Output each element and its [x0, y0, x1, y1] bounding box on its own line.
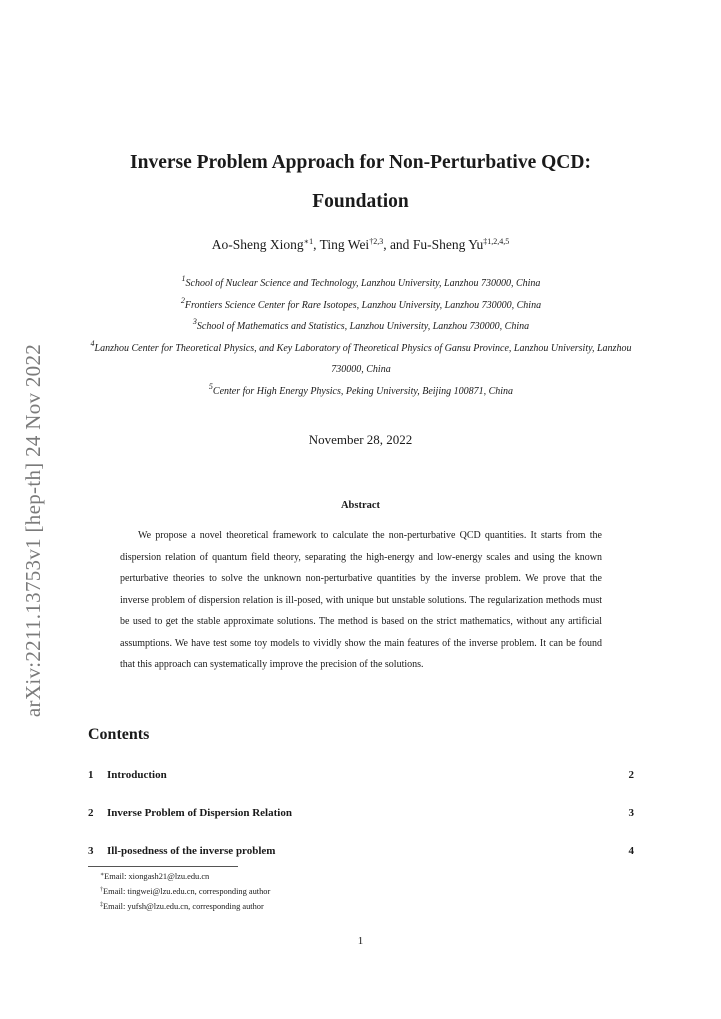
footnote-mark: ∗	[100, 872, 105, 878]
author-name: Ao-Sheng Xiong	[211, 237, 304, 252]
author-separator: , and	[383, 237, 413, 252]
footnote-text: Email: xiongash21@lzu.edu.cn	[104, 872, 210, 881]
affiliation-num: 2	[180, 295, 185, 305]
toc-page: 3	[628, 807, 634, 819]
abstract-body: We propose a novel theoretical framework to calculate the non-perturbative QCD quantities. It starts from the dispersion relation of quantum field theory, separating the high-energy and low-energy scales and using the known perturbative theories to solve the unknown non-perturbative quantities by the inverse problem. We prove that the inverse problem of dispersion relation is ill-posed, with unique but unstable solutions. The regularization methods must be used to get the stable approximate solutions. The method is based on the strict mathematics, without any artificial assumptions. We have test some toy models to vividly show the main features of the inverse problem. It can be found that this approach can systematically improve the precision of the solutions.	[120, 530, 602, 670]
author-sup: ∗1	[303, 237, 314, 246]
affiliation-item	[84, 273, 638, 295]
affiliations	[84, 273, 638, 402]
footnote-text: Email: tingwei@lzu.edu.cn, corresponding author	[103, 887, 271, 896]
affiliation-item	[84, 316, 638, 338]
affiliation-item	[84, 381, 638, 403]
affiliation-item	[84, 338, 638, 381]
footnote-item	[100, 899, 270, 914]
author-name: Ting Wei	[319, 237, 370, 252]
affiliation-text: Frontiers Science Center for Rare Isotopes, Lanzhou University, Lanzhou 730000, China	[184, 299, 542, 311]
abstract-heading: Abstract	[340, 500, 381, 511]
paper-title	[0, 143, 721, 221]
affiliation-text: School of Mathematics and Statistics, Lanzhou University, Lanzhou 730000, China	[196, 321, 530, 332]
affiliation-num: 4	[90, 338, 95, 348]
toc-title: Introduction	[107, 769, 167, 781]
affiliation-item	[84, 295, 638, 317]
author-sup: †2,3	[369, 237, 384, 246]
toc-title: Ill-posedness of the inverse problem	[107, 845, 276, 857]
affiliation-text: Center for High Energy Physics, Peking University, Beijing 100871, China	[212, 385, 514, 397]
affiliation-text: School of Nuclear Science and Technology, Lanzhou University, Lanzhou 730000, China	[185, 278, 541, 289]
paper-date: November 28, 2022	[308, 432, 413, 447]
toc-title: Inverse Problem of Dispersion Relation	[107, 807, 292, 819]
footnote-rule	[88, 866, 238, 867]
title-line-2: Foundation	[312, 191, 409, 212]
contents-heading: Contents	[88, 726, 150, 743]
arxiv-stamp	[20, 310, 48, 750]
author-list	[0, 237, 721, 253]
footnotes	[100, 869, 270, 914]
affiliation-text: Lanzhou Center for Theoretical Physics, and Key Laboratory of Theoretical Physics of Gansu Province, Lanzhou University, Lanzhou 730000, China	[94, 342, 632, 375]
toc-page: 2	[628, 769, 634, 781]
footnote-text: Email: yufsh@lzu.edu.cn, corresponding author	[103, 902, 264, 911]
footnote-mark: ‡	[100, 902, 103, 908]
affiliation-num: 3	[192, 317, 197, 326]
toc-number: 3	[88, 845, 94, 857]
toc-page: 4	[628, 845, 634, 857]
page-number: 1	[357, 935, 364, 947]
author-sup: ‡1,2,4,5	[483, 237, 510, 246]
footnote-mark: †	[100, 887, 103, 893]
footnote-item	[100, 884, 270, 899]
arxiv-stamp-text: arXiv:2211.13753v1 [hep-th] 24 Nov 2022	[21, 343, 46, 717]
toc-entry[interactable]	[88, 845, 634, 857]
affiliation-num: 5	[208, 381, 213, 391]
toc-entry[interactable]	[88, 769, 634, 781]
footnote-item	[100, 869, 270, 884]
toc-entry[interactable]	[88, 807, 634, 819]
toc-number: 1	[88, 769, 94, 781]
affiliation-num: 1	[181, 274, 186, 283]
title-line-1: Inverse Problem Approach for Non-Perturbative QCD:	[130, 152, 591, 173]
toc-number: 2	[88, 807, 94, 819]
author-separator: ,	[313, 237, 320, 252]
author-name: Fu-Sheng Yu	[412, 237, 484, 252]
